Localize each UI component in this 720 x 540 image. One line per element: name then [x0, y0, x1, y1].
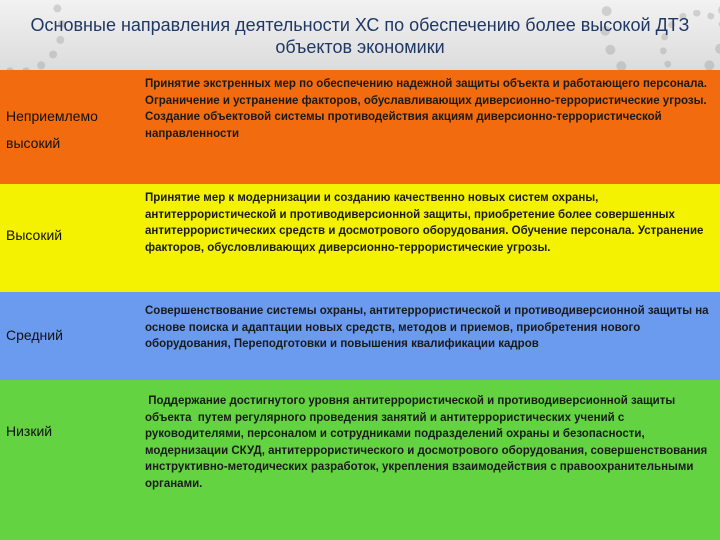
level-row-high [0, 184, 720, 292]
level-row-unacceptable [0, 70, 720, 184]
level-label: Низкий [6, 423, 53, 439]
level-description: Совершенствование системы охраны, антитеррористической и противодиверсионной защиты на основе поиска и адаптации новых средств, методов и приемов, приобретения нового оборудования, Переподготовки и повышения квалификации кадров [145, 305, 709, 350]
page-title: Основные направления деятельности ХС по обеспечению более высокой ДТЗ объектов экономики [30, 15, 690, 57]
header [0, 0, 720, 70]
level-description: Принятие экстренных мер по обеспечению надежной защиты объекта и работающего персонала. Ограничение и устранение факторов, обуславливающих диверсионно-террористические угрозы. Создание объектовой системы противодействия акциям диверсионно-террористической направленности [145, 78, 707, 140]
level-label: Средний [6, 327, 63, 343]
level-description: Принятие мер к модернизации и созданию качественно новых систем охраны, антитеррористической и противодиверсионной защиты, приобретение более совершенных антитеррористических средств и досмотрового оборудования. Обучение персонала. Устранение факторов, обусловливающих диверсионно-террористические угрозы. [145, 192, 704, 254]
level-description: Поддержание достигнутого уровня антитеррористической и противодиверсионной защиты объекта путем регулярного проведения занятий и антитеррористических учений с руководителями, персоналом и сотрудниками подразделений охраны и безопасности, модернизации СКУД, антитеррористического и досмотрового оборудования, совершенствования инструктивно-методических разработок, укрепления взаимодействия с правоохранительными органами. [145, 395, 711, 490]
level-label: Высокий [6, 227, 63, 243]
level-row-medium [0, 292, 720, 380]
level-row-low [0, 380, 720, 540]
level-label-line1: Неприемлемо [6, 108, 98, 124]
level-label-line2: высокий [6, 135, 61, 151]
